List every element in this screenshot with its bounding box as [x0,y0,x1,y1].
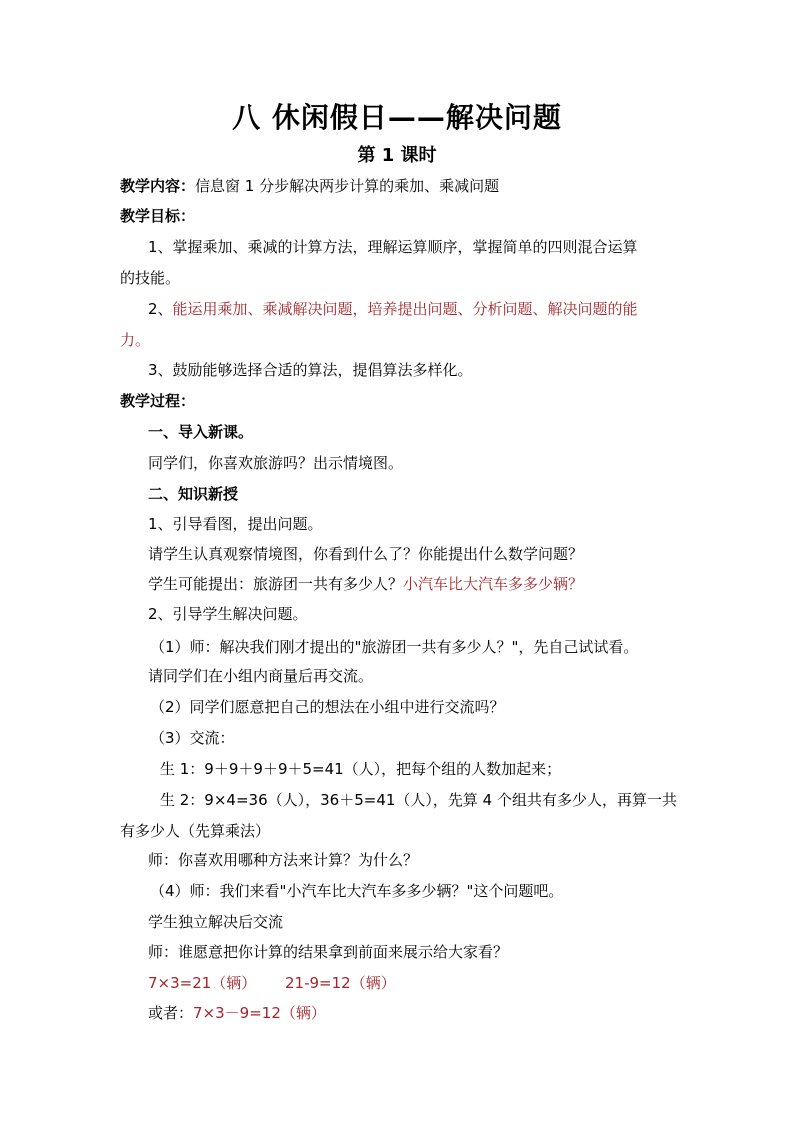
calculation-1: 7×3=21（辆） [148,974,257,992]
step-1-text: 请学生认真观察情境图，你看到什么了？你能提出什么数学问题？ [148,545,584,563]
goal-2-line-1: 2、能运用乘加、乘减解决问题，培养提出问题、分析问题、解决问题的能 [148,300,638,318]
part-3: （3）交流： [150,729,235,747]
part-4: （4）师：我们来看"小汽车比大汽车多多少辆？"这个问题吧。 [150,882,564,900]
part-2: （2）同学们愿意把自己的想法在小组中进行交流吗？ [150,698,505,716]
step-1: 1、引导看图，提出问题。 [148,515,323,533]
independent-work: 学生独立解决后交流 [148,913,284,931]
alternative-prefix: 或者： [148,1004,194,1022]
student-1: 生 1：9＋9＋9＋9＋5=41（人），把每个组的人数加起来； [160,760,562,778]
section-1-text: 同学们，你喜欢旅游吗？出示情境图。 [148,454,404,472]
section-1-heading: 一、导入新课。 [148,423,254,441]
student-2-line-2: 有多少人（先算乘法） [120,822,271,840]
goal-3: 3、鼓励能够选择合适的算法，提倡算法多样化。 [148,361,473,379]
teacher-question: 师：你喜欢用哪种方法来计算？为什么？ [148,851,419,869]
teacher-question-2: 师：谁愿意把你计算的结果拿到前面来展示给大家看？ [148,943,509,961]
goal-2-highlight: 能运用乘加、乘减解决问题，培养提出问题、分析问题、解决问题的能 [172,300,638,318]
step-2: 2、引导学生解决问题。 [148,605,308,623]
alternative-calculation [148,1003,326,1023]
process-label: 教学过程： [120,392,196,410]
student-2-line-1: 生 2：9×4=36（人），36＋5=41（人），先算 4 个组共有多少人，再算一共 [160,791,677,809]
section-2-heading: 二、知识新授 [148,485,239,503]
goals-label: 教学目标： [120,207,196,225]
lesson-subtitle: 第 1 课时 [357,145,437,166]
goal-1-line-1: 1、掌握乘加、乘减的计算方法，理解运算顺序，掌握简单的四则混合运算 [148,238,638,256]
content-text: 信息窗 1 分步解决两步计算的乘加、乘减问题 [195,177,500,195]
goal-1-line-2: 的技能。 [120,269,181,287]
possible-questions [148,574,583,594]
calculation-2: 21-9=12（辆） [285,974,396,992]
calculation-3: 7×3－9=12（辆） [193,1004,326,1022]
goal-2-line-2: 力。 [120,331,151,349]
possible-questions-prefix: 学生可能提出：旅游团一共有多少人？ [148,575,404,593]
part-1-line-2: 请同学们在小组内商量后再交流。 [148,667,374,685]
page-title: 八 休闲假日——解决问题 [232,101,562,134]
part-1-line-1: （1）师：解决我们刚才提出的"旅游团一共有多少人？"，先自己试试看。 [150,638,639,656]
possible-questions-highlight: 小汽车比大汽车多多少辆？ [403,575,584,593]
content-label: 教学内容： [120,177,196,195]
content-line [120,176,499,196]
